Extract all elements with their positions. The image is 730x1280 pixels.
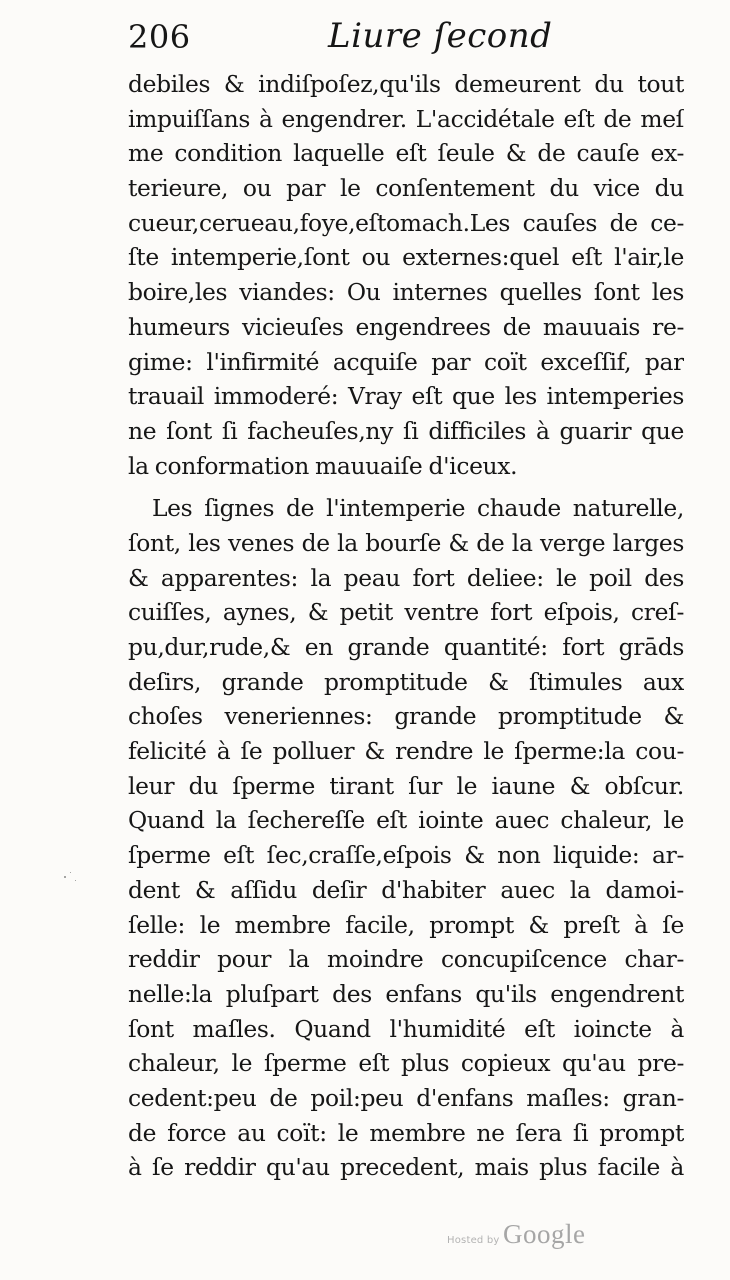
paragraph-gap bbox=[128, 483, 684, 491]
google-logo: Google bbox=[503, 1219, 586, 1249]
page-number: 206 bbox=[128, 18, 191, 56]
text-line: la conformation mauuaiſe d'iceux. bbox=[128, 451, 518, 480]
hosted-by-google-watermark bbox=[447, 1218, 607, 1258]
body-text bbox=[128, 67, 684, 1185]
text-line: à ſe reddir qu'au precedent, mais plus facile à bbox=[128, 1153, 684, 1182]
ink-speck bbox=[70, 872, 71, 873]
text-line: Quand la ſechereſſe eſt iointe auec chaleur, le bbox=[128, 806, 684, 835]
text-line: ne ſont ſi facheuſes,ny ſi difficiles à guarir que bbox=[128, 416, 684, 445]
hosted-by-label: Hosted by bbox=[447, 1235, 500, 1246]
text-line: me condition laquelle eſt ſeule & de cauſe ex- bbox=[128, 139, 684, 168]
text-line: terieure, ou par le conſentement du vice du bbox=[128, 174, 684, 203]
text-line: gime: l'infirmité acquiſe par coït exceſſif, par bbox=[128, 347, 684, 376]
text-line: choſes veneriennes: grande promptitude & bbox=[128, 702, 684, 731]
text-line: trauail immoderé: Vray eſt que les intemperies bbox=[128, 382, 684, 411]
text-line: de force au coït: le membre ne ſera ſi prompt bbox=[128, 1118, 684, 1147]
text-line: felicité à ſe polluer & rendre le ſperme:la cou- bbox=[128, 737, 684, 766]
text-line: cedent:peu de poil:peu d'enfans maſles: gran- bbox=[128, 1083, 684, 1112]
ink-speck bbox=[75, 880, 76, 881]
text-line: & apparentes: la peau fort deliee: le poil des bbox=[128, 563, 684, 592]
text-line: ſelle: le membre facile, prompt & preſt à ſe bbox=[128, 910, 684, 939]
text-line: ſont, les venes de la bourſe & de la verge larges bbox=[128, 528, 684, 557]
paragraph-1 bbox=[128, 67, 684, 483]
text-line: chaleur, le ſperme eſt plus copieux qu'au pre- bbox=[128, 1049, 684, 1078]
running-title: Liure ſecond bbox=[328, 16, 553, 56]
text-line: humeurs vicieuſes engendrees de mauuais re- bbox=[128, 312, 684, 341]
text-line: cueur,cerueau,foye,eſtomach.Les cauſes de ce- bbox=[128, 208, 684, 237]
paragraph-2 bbox=[128, 491, 684, 1185]
text-line: ſperme eſt ſec,craſſe,eſpois & non liquide: ar- bbox=[128, 841, 684, 870]
text-line: leur du ſperme tirant ſur le iaune & obſcur. bbox=[128, 771, 684, 800]
text-line: debiles & indiſpoſez,qu'ils demeurent du tout bbox=[128, 70, 684, 98]
text-line: reddir pour la moindre concupiſcence char- bbox=[128, 945, 684, 974]
text-line: boire,les viandes: Ou internes quelles ſont les bbox=[128, 278, 684, 307]
text-line: nelle:la pluſpart des enfans qu'ils engendrent bbox=[128, 979, 684, 1008]
text-line: impuiſſans à engendrer. L'accidétale eſt de meſ bbox=[128, 104, 684, 133]
page-header bbox=[118, 16, 688, 62]
text-line: pu,dur,rude,& en grande quantité: fort grāds bbox=[128, 633, 684, 661]
text-line: Les ſignes de l'intemperie chaude naturelle, bbox=[152, 494, 684, 523]
text-line: ſte intemperie,ſont ou externes:quel eſt l'air,le bbox=[128, 243, 684, 272]
text-line: cuiſſes, aynes, & petit ventre fort eſpois, creſ- bbox=[128, 598, 684, 627]
text-line: ſont maſles. Quand l'humidité eſt ioincte à bbox=[128, 1014, 684, 1043]
text-line: dent & aſſidu deſir d'habiter auec la damoi- bbox=[128, 875, 684, 904]
text-line: deſirs, grande promptitude & ſtimules aux bbox=[128, 667, 684, 696]
ink-speck bbox=[64, 876, 66, 878]
